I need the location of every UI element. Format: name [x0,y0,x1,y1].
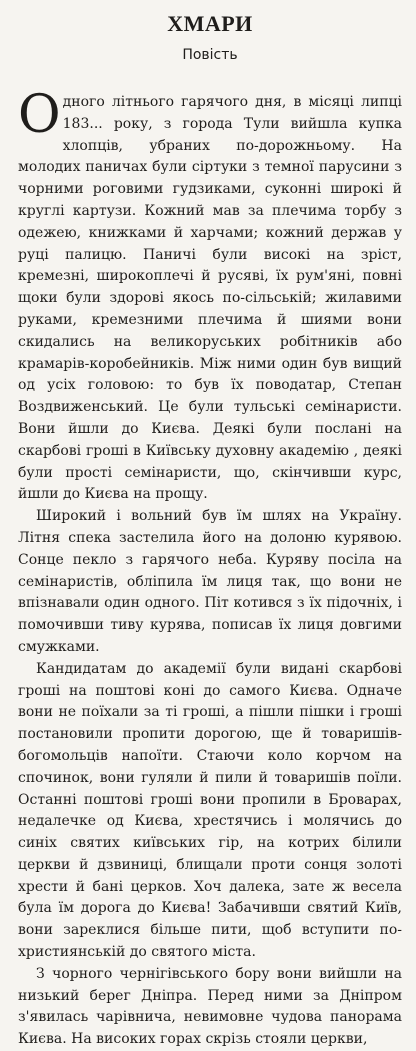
book-page [18,0,402,1048]
body-text [18,85,402,1051]
chapter-subtitle: Повість [182,47,238,63]
chapter-title: ХМАРИ [167,11,253,36]
paragraph-2: Широкий і вольний був їм шлях на Україну. Літня спека застелила його на долоню курявою. Сонце пекло з гарячого неба. Куряву посіла на семінаристів, обліпила їм лиця так, що вони не впізнавали один одного. Піт котився з їх підочніх, і помочивши тиву курява, пописав їх лиця довгими смужками. [18,508,402,655]
paragraph-1-text: дного літнього гарячого дня, в місяці липці 183... року, з города Тули вийшла купка хлопців, убраних по-дорожньому. На молодих паничах були сіртуки з темної парусини з чорними роговими гудзиками, суконні широкі й круглі картузи. Кожний мав за плечима торбу з одежею, книжками й харчами; кожний держав у руці палицю. Паничі були високі на зріст, кремезні, широкоплечі й русяві, їх рум'яні, повні щоки були здорові якось по-сільській; жилавими руками, кремезними плечима й шиями вони скидались на великоруських робітників або крамарів-коробейників. Між ними один був вищий од усіх головою: то був їх поводатар, Степан Воздвиженський. Це були тульські семінаристи. Вони йшли до Києва. Деякі були послані на скарбові гроші в Київську духовну академію , деякі були прості семінаристи, що, скінчивши курс, йшли до Києва на прощу. [18,94,402,503]
paragraph-3: Кандидатам до академії були видані скарбові гроші на поштові коні до самого Києва. Одначе вони не поїхали за ті гроші, а пішли пішки і гроші постановили пропити дорогою, ще й товаришів-богомольців напоїти. Стаючи коло корчом на спочинок, вони гуляли й пили й товаришів поїли. Останні поштові гроші вони пропили в Броварах, недалечке од Києва, хрестячись і молячись до синіх святих київських гір, на котрих білили церкви й дзвиниці, блищали проти сонця золоті хрести й бані церков. Хоч далека, зате ж весела була їм дорога до Києва! Забачивши святий Київ, вони зареклися більше пити, щоб вступити по-християнській до святого міста. [18,660,402,961]
paragraph-1 [18,85,402,506]
paragraph-4: З чорного чернігівського бору вони вийшли на низький берег Дніпра. Перед ними за Дніпром з'явилась чарівнича, невимовне чудова панорама Києва. На високих горах скрізь стояли церкви, [18,965,402,1048]
drop-cap-letter: О [18,85,61,145]
